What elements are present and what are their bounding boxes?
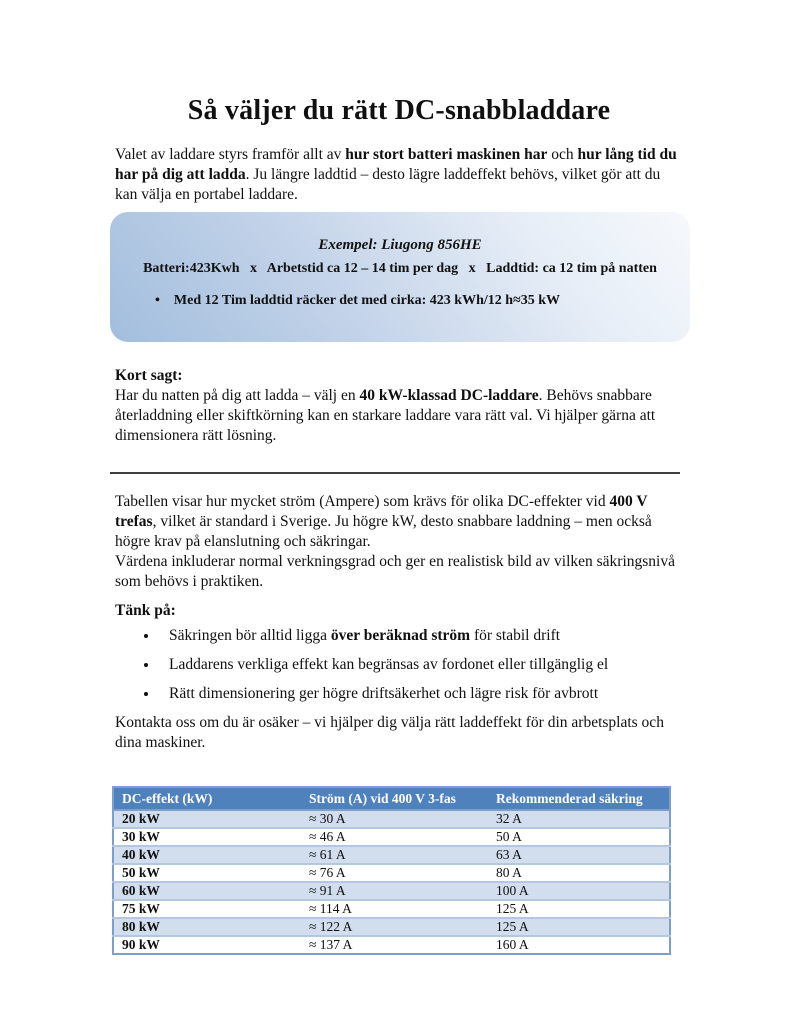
kort-sagt-bold: 40 kW-klassad DC-laddare <box>359 387 539 404</box>
bullet-dot-icon: • <box>155 293 160 308</box>
table-row <box>113 828 670 846</box>
column-header-sakring: Rekommenderad säkring <box>488 787 670 810</box>
list-item-text: Rätt dimensionering ger högre driftsäkerhet och lägre risk för avbrott <box>169 685 599 702</box>
table-row <box>113 846 670 864</box>
table-row <box>113 918 670 936</box>
table-cell: 32 A <box>488 810 670 828</box>
list-item <box>159 626 683 646</box>
example-bullet-item <box>110 292 690 310</box>
table-intro-text: Tabellen visar hur mycket ström (Ampere) som krävs för olika DC-effekter vid <box>115 493 610 510</box>
example-formula: Batteri:423Kwh x Arbetstid ca 12 – 14 tim per dag x Laddtid: ca 12 tim på natten <box>143 261 657 276</box>
table-cell: ≈ 30 A <box>301 810 488 828</box>
table-cell: 50 A <box>488 828 670 846</box>
table-cell: 40 kW <box>113 846 301 864</box>
table-cell: 125 A <box>488 918 670 936</box>
table-cell: 80 A <box>488 864 670 882</box>
table-header <box>113 787 670 810</box>
horizontal-rule <box>110 472 680 474</box>
page-title: Så väljer du rätt DC-snabbladdare <box>187 95 611 126</box>
example-heading: Exempel: Liugong 856HE <box>318 237 482 253</box>
list-item-text: Laddarens verkliga effekt kan begränsas av fordonet eller tillgänglig el <box>169 656 609 673</box>
table-cell: 160 A <box>488 936 670 954</box>
kort-sagt-text-end: . Behövs snabbare återladdning eller skiftkörning kan en starkare laddare vara rätt val. Vi hjälper gärna att dimensionera rätt lösning. <box>115 387 656 444</box>
table-header-row <box>113 787 670 810</box>
example-callout-box <box>110 212 690 342</box>
table-cell: ≈ 114 A <box>301 900 488 918</box>
column-header-dc-effekt: DC-effekt (kW) <box>113 787 301 810</box>
table-cell: ≈ 61 A <box>301 846 488 864</box>
list-item-text: Säkringen bör alltid ligga <box>169 627 331 644</box>
table-intro-line2: Värdena inkluderar normal verkningsgrad och ger en realistisk bild av vilken säkringsnivå som behövs i praktiken. <box>115 553 675 590</box>
power-current-table <box>112 786 671 955</box>
table-cell: ≈ 91 A <box>301 882 488 900</box>
list-item <box>159 655 683 675</box>
intro-text: Valet av laddare styrs framför allt av <box>115 146 346 163</box>
table-body <box>113 810 670 954</box>
intro-text-end: . Ju längre laddtid – desto lägre laddeffekt behövs, vilket gör att du kan välja en portabel laddare. <box>115 166 661 203</box>
table-intro-paragraph <box>115 492 683 592</box>
list-item <box>159 684 683 704</box>
table-cell: 75 kW <box>113 900 301 918</box>
kort-sagt-heading: Kort sagt: <box>115 367 183 384</box>
table-cell: ≈ 76 A <box>301 864 488 882</box>
kort-sagt-paragraph <box>115 366 683 446</box>
example-bullet-text: Med 12 Tim laddtid räcker det med cirka: 423 kWh/12 h≈35 kW <box>173 293 560 308</box>
intro-bold-battery: hur stort batteri maskinen har <box>345 146 548 163</box>
column-header-strom: Ström (A) vid 400 V 3-fas <box>301 787 488 810</box>
kort-sagt-text: Har du natten på dig att ladda – välj en <box>115 387 360 404</box>
intro-paragraph <box>115 145 683 205</box>
table-cell: 63 A <box>488 846 670 864</box>
table-cell: ≈ 46 A <box>301 828 488 846</box>
table-cell: 50 kW <box>113 864 301 882</box>
table-cell: ≈ 122 A <box>301 918 488 936</box>
table-row <box>113 864 670 882</box>
table-cell: ≈ 137 A <box>301 936 488 954</box>
intro-text-mid: och <box>547 146 578 163</box>
table-row <box>113 900 670 918</box>
intro-bold-time: hur lång tid du har på dig att ladda <box>115 146 677 183</box>
table-row <box>113 810 670 828</box>
table-row <box>113 882 670 900</box>
table-cell: 125 A <box>488 900 670 918</box>
list-item-bold: över beräknad ström <box>330 627 471 644</box>
table-cell: 20 kW <box>113 810 301 828</box>
table-row <box>113 936 670 954</box>
table-cell: 30 kW <box>113 828 301 846</box>
table-cell: 90 kW <box>113 936 301 954</box>
tank-pa-list <box>115 626 683 704</box>
tank-pa-heading: Tänk på: <box>115 602 176 619</box>
table-cell: 60 kW <box>113 882 301 900</box>
table-intro-bold: 400 V trefas <box>115 493 648 530</box>
table-cell: 100 A <box>488 882 670 900</box>
table-cell: 80 kW <box>113 918 301 936</box>
table-intro-text-end: , vilket är standard i Sverige. Ju högre kW, desto snabbare laddning – men också högre krav på elanslutning och säkringar. <box>115 513 652 550</box>
list-item-text-end: för stabil drift <box>470 627 561 644</box>
contact-paragraph: Kontakta oss om du är osäker – vi hjälper dig välja rätt laddeffekt för din arbetsplats och dina maskiner. <box>115 714 664 751</box>
